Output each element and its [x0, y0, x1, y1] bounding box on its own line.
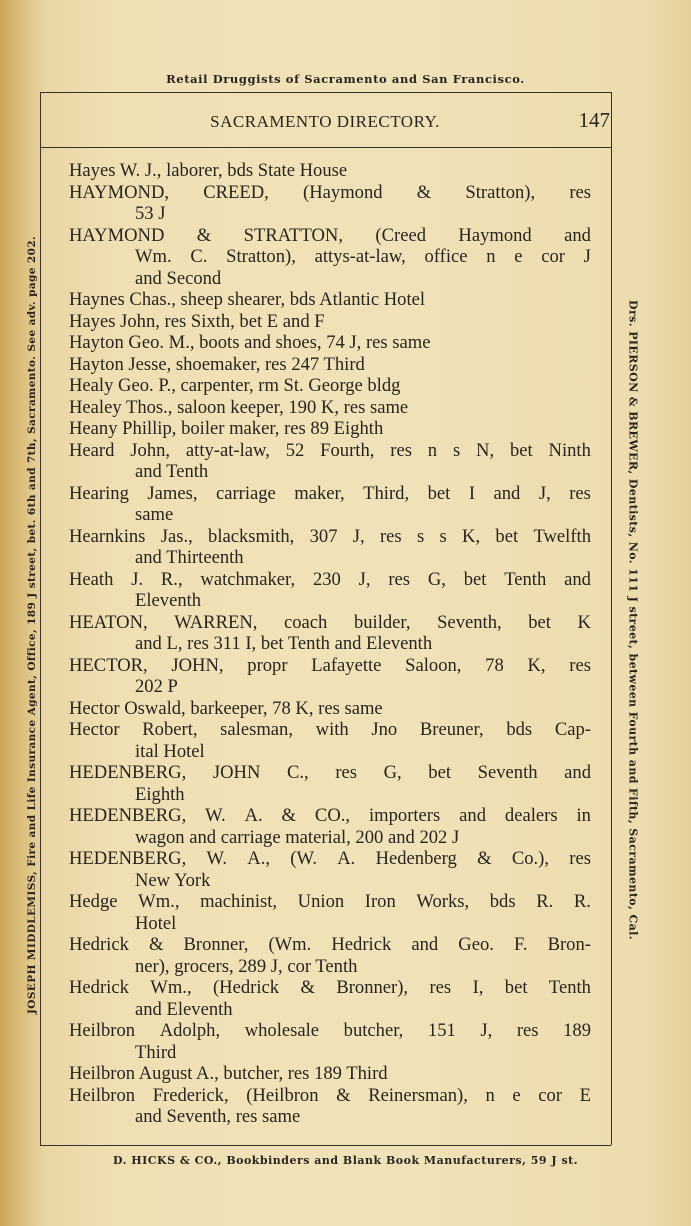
directory-entry: [69, 225, 591, 290]
directory-entry: [69, 397, 591, 419]
directory-entry: [69, 332, 591, 354]
entry-name-line: Hector Oswald, barkeeper, 78 K, res same: [69, 697, 383, 719]
entry-continuation-line: Wm. C. Stratton), attys-at-law, office n e cor J: [135, 246, 591, 267]
directory-entry: [69, 182, 591, 225]
entry-continuation-line: Eleventh: [135, 590, 202, 611]
entry-continuation-line: same: [135, 504, 174, 525]
entry-name-line: Hayton Jesse, shoemaker, res 247 Third: [69, 353, 365, 375]
directory-entry: [69, 526, 591, 569]
entry-continuation-line: wagon and carriage material, 200 and 202 J: [135, 826, 460, 848]
entry-name-line: Heard John, atty-at-law, 52 Fourth, res n s N, bet Ninth: [69, 439, 591, 461]
entry-continuation-line: 53 J: [135, 203, 166, 224]
directory-entry: [69, 848, 591, 891]
entry-continuation-line: and Second: [135, 267, 222, 289]
entry-continuation-line: Hotel: [135, 912, 177, 934]
entry-name-line: Hedrick & Bronner, (Wm. Hedrick and Geo. F. Bron-: [69, 934, 591, 955]
entry-name-line: Hector Robert, salesman, with Jno Breuner, bds Cap-: [69, 719, 591, 740]
entry-continuation-line: ner), grocers, 289 J, cor Tenth: [135, 955, 358, 977]
entry-name-line: Hedrick Wm., (Hedrick & Bronner), res I, bet Tenth: [69, 977, 591, 998]
directory-entry: [69, 160, 591, 182]
entry-name-line: HAYMOND, CREED, (Haymond & Stratton), res: [69, 181, 591, 203]
entry-name-line: HAYMOND & STRATTON, (Creed Haymond and: [69, 224, 591, 246]
entry-name-line: Heath J. R., watchmaker, 230 J, res G, bet Tenth and: [69, 568, 591, 590]
directory-entry: [69, 1063, 591, 1085]
entry-name-line: Healey Thos., saloon keeper, 190 K, res same: [69, 396, 409, 418]
entry-continuation-line: Third: [135, 1041, 177, 1063]
bottom-advertisement: D. HICKS & CO., Bookbinders and Blank Book Manufacturers, 59 J st.: [112, 1154, 579, 1167]
directory-entry: [69, 655, 591, 698]
entry-continuation-line: and Tenth: [135, 461, 209, 482]
entry-continuation-line: New York: [135, 869, 211, 891]
entry-continuation-line: ital Hotel: [135, 740, 205, 762]
top-advertisement: Retail Druggists of Sacramento and San Francisco.: [166, 72, 525, 86]
directory-entry: [69, 612, 591, 655]
entry-name-line: Heilbron August A., butcher, res 189 Third: [69, 1063, 388, 1084]
left-margin-advertisement: [24, 150, 40, 1100]
right-margin-advertisement-text: Drs. PIERSON & BREWER, Dentists, No. 111 J street, between Fourth and Fifth, Sacramento, Cal.: [626, 300, 640, 940]
entry-name-line: Heilbron Frederick, (Heilbron & Reinersman), n e cor E: [69, 1084, 591, 1106]
directory-entry: [69, 891, 591, 934]
entry-name-line: HECTOR, JOHN, propr Lafayette Saloon, 78 K, res: [69, 654, 591, 676]
entry-name-line: HEDENBERG, JOHN C., res G, bet Seventh and: [69, 762, 591, 783]
entry-continuation-line: 202 P: [135, 676, 178, 697]
directory-entry: [69, 311, 591, 333]
entry-name-line: HEDENBERG, W. A. & CO., importers and dealers in: [69, 805, 591, 826]
directory-entry: [69, 805, 591, 848]
page-title: SACRAMENTO DIRECTORY.: [210, 112, 440, 131]
directory-entry: [69, 698, 591, 720]
directory-entry: [69, 762, 591, 805]
directory-entry: [69, 440, 591, 483]
entry-continuation-line: and L, res 311 I, bet Tenth and Eleventh: [135, 633, 433, 654]
page-frame-top-rule: [40, 92, 611, 93]
directory-entry: [69, 977, 591, 1020]
entry-name-line: Hayes John, res Sixth, bet E and F: [69, 310, 325, 332]
page-frame-left-rule: [40, 92, 41, 1145]
entry-name-line: Hearnkins Jas., blacksmith, 307 J, res s s K, bet Twelfth: [69, 525, 591, 547]
entry-continuation-line: Eighth: [135, 783, 185, 805]
entry-name-line: Hedge Wm., machinist, Union Iron Works, bds R. R.: [69, 891, 591, 912]
right-margin-advertisement: [625, 220, 641, 1020]
entry-name-line: Heany Phillip, boiler maker, res 89 Eighth: [69, 418, 384, 439]
page-number: 147: [578, 108, 610, 132]
directory-entry: [69, 719, 591, 762]
entry-name-line: Healy Geo. P., carpenter, rm St. George bldg: [69, 375, 401, 396]
left-margin-advertisement-text: JOSEPH MIDDLEMISS, Fire and Life Insurance Agent, Office, 189 J street, bet. 6th and 7th, Sacramento. See adv. page 202.: [26, 235, 38, 1015]
directory-entry: [69, 418, 591, 440]
page-frame-bottom-rule: [40, 1145, 611, 1146]
directory-entry: [69, 569, 591, 612]
directory-entry: [69, 1020, 591, 1063]
entry-continuation-line: and Eleventh: [135, 998, 233, 1020]
entry-continuation-line: and Thirteenth: [135, 547, 244, 568]
entry-name-line: Hearing James, carriage maker, Third, bet I and J, res: [69, 482, 591, 504]
entry-name-line: Hayton Geo. M., boots and shoes, 74 J, res same: [69, 332, 431, 353]
entry-name-line: HEATON, WARREN, coach builder, Seventh, bet K: [69, 611, 591, 633]
directory-entry: [69, 354, 591, 376]
entry-name-line: Hayes W. J., laborer, bds State House: [69, 160, 348, 181]
entry-continuation-line: and Seventh, res same: [135, 1106, 301, 1127]
entry-name-line: Heilbron Adolph, wholesale butcher, 151 J, res 189: [69, 1020, 591, 1041]
entry-name-line: HEDENBERG, W. A., (W. A. Hedenberg & Co.), res: [69, 848, 591, 869]
directory-entry: [69, 934, 591, 977]
directory-entry: [69, 483, 591, 526]
page-frame-right-rule: [611, 92, 612, 1145]
entry-name-line: Haynes Chas., sheep shearer, bds Atlantic Hotel: [69, 289, 426, 310]
directory-entry: [69, 289, 591, 311]
directory-entries: [69, 160, 591, 1140]
directory-entry: [69, 375, 591, 397]
directory-entry: [69, 1085, 591, 1128]
header-rule: [40, 147, 611, 148]
